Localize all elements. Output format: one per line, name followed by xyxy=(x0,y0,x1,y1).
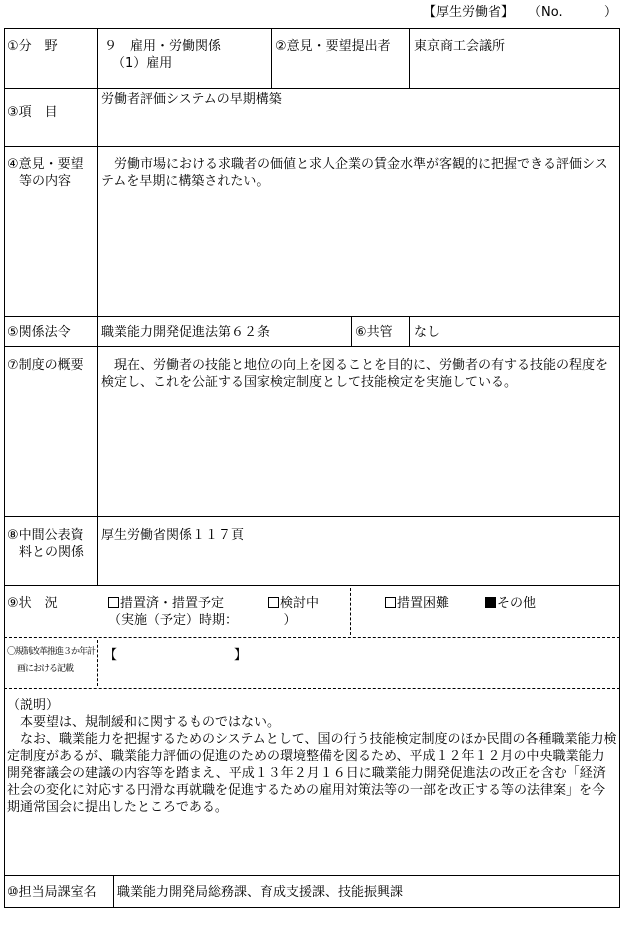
content-value: 労働市場における求職者の価値と求人企業の賃金水準が客観的に把握できる評価システムを早期に構築されたい。 xyxy=(101,157,608,189)
column-divider xyxy=(113,875,114,908)
explanation-heading: （説明） xyxy=(7,698,60,713)
row-divider xyxy=(4,585,620,586)
row-divider xyxy=(4,875,620,876)
number-label: （No. xyxy=(528,5,563,20)
ministry-label: 【厚生労働省】 xyxy=(423,5,515,20)
law-value: 職業能力開発促進法第６２条 xyxy=(101,325,271,340)
joint-value: なし xyxy=(414,325,441,340)
row-divider-dashed xyxy=(4,688,620,689)
plan-value: 【 】 xyxy=(104,648,248,663)
checkbox-checked-icon xyxy=(485,597,496,608)
field-value-line1: ９ 雇用・労働関係 xyxy=(104,39,222,54)
row-divider-dashed xyxy=(4,637,620,638)
joint-label: ⑥共管 xyxy=(355,325,393,340)
status-option-implemented[interactable]: 措置済・措置予定 xyxy=(108,595,224,612)
content-label-line1: ④意見・要望 xyxy=(7,157,84,172)
interim-label-line2: 料との関係 xyxy=(19,545,85,560)
column-divider xyxy=(271,28,272,88)
checkbox-icon xyxy=(268,597,279,608)
number-close: ） xyxy=(604,5,618,20)
item-value: 労働者評価システムの早期構築 xyxy=(101,92,282,107)
submitter-label: ②意見・要望提出者 xyxy=(275,39,391,54)
explanation-para2: なお、職業能力を把握するためのシステムとして、国の行う技能検定制度のほか民間の各種職業能力検定制度があるが、職業能力評価の促進のための環境整備を図るため、平成１２年１２月の中央職業能力開発審議会の建議の内容等を踏まえ、平成１３年２月１６日に職業能力開発促進法の改正を含む「経済社会の変化に対応する円滑な再就職を促進するための雇用対策法等の一部を改正する等の法律案」を今期通常国会に提出したところである。 xyxy=(7,732,617,815)
submitter-value: 東京商工会議所 xyxy=(414,39,506,54)
field-label: ①分 野 xyxy=(7,39,58,54)
overview-value: 現在、労働者の技能と地位の向上を図ることを目的に、労働者の有する技能の程度を検定し、これを公証する国家検定制度として技能検定を実施している。 xyxy=(101,358,609,390)
checkbox-icon xyxy=(108,597,119,608)
column-divider-dashed xyxy=(350,588,351,635)
explanation-para1: 本要望は、規制緩和に関するものではない。 xyxy=(7,715,281,730)
label-column-divider xyxy=(97,28,98,585)
field-value-line2: （1）雇用 xyxy=(112,56,173,71)
column-divider xyxy=(351,316,352,346)
department-value: 職業能力開発局総務課、育成支援課、技能振興課 xyxy=(117,885,404,900)
status-option-difficult[interactable]: 措置困難 xyxy=(385,595,449,612)
status-label: ⑨状 況 xyxy=(7,596,58,611)
plan-label-line1: 〇規制改革推進３か年計 xyxy=(7,647,96,657)
column-divider-dashed xyxy=(97,640,98,686)
status-timing: （実施（予定）時期： ） xyxy=(108,613,297,628)
checkbox-icon xyxy=(385,597,396,608)
law-label: ⑤関係法令 xyxy=(7,325,71,340)
item-label: ③項 目 xyxy=(7,105,58,120)
overview-label: ⑦制度の概要 xyxy=(7,358,84,373)
content-label-line2: 等の内容 xyxy=(19,174,72,189)
status-option-under-review[interactable]: 検討中 xyxy=(268,595,319,612)
column-divider xyxy=(409,28,410,88)
column-divider xyxy=(409,316,410,346)
department-label: ⑩担当局課室名 xyxy=(7,885,97,900)
interim-value: 厚生労働省関係１１７頁 xyxy=(101,528,245,543)
plan-label-line2: 画における記載 xyxy=(17,664,74,674)
interim-label-line1: ⑧中間公表資 xyxy=(7,528,84,543)
status-option-other[interactable]: その他 xyxy=(485,595,536,612)
